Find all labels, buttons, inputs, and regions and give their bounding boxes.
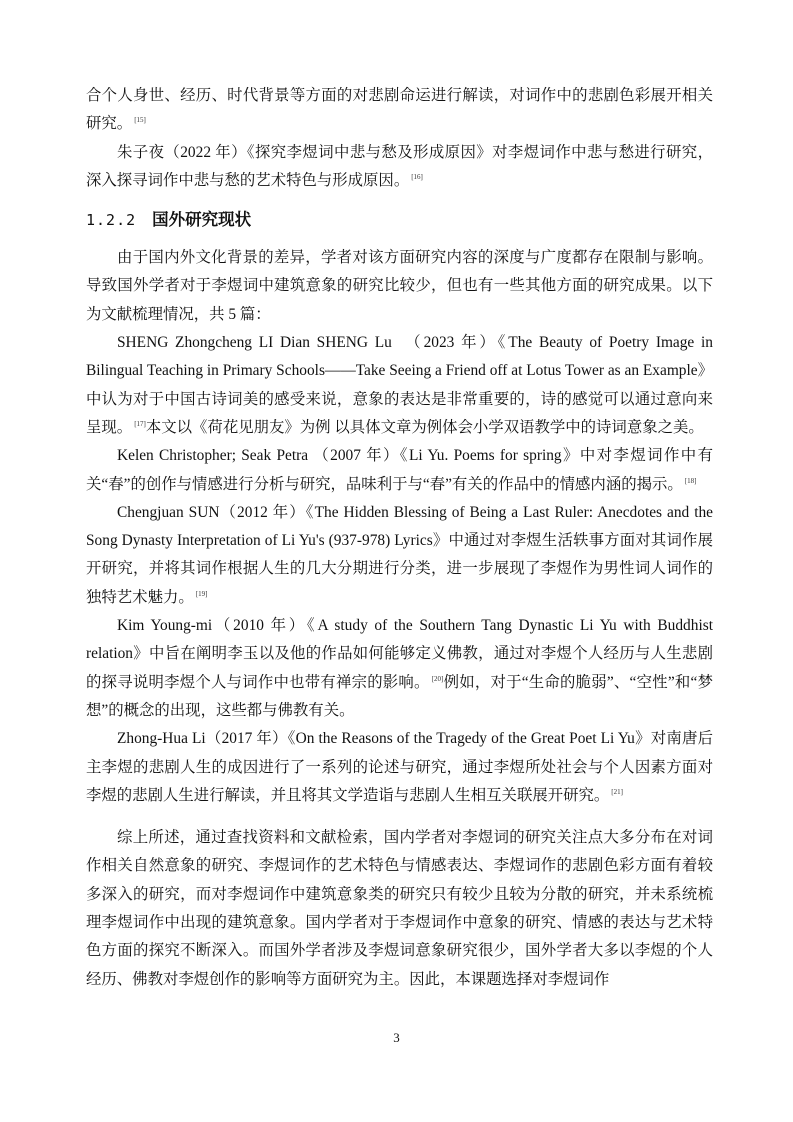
entry-zhong-hua [86, 725, 713, 810]
entry-text-after: 本文以《荷花见朋友》为例 以具体文章为例体会小学双语教学中的诗词意象之美。 [145, 418, 704, 436]
paragraph-gap [86, 810, 713, 824]
page-number: 3 [393, 1030, 400, 1045]
entry-kelen [86, 442, 713, 499]
entry-text: Kelen Christopher; Seak Petra （2007 年）《Li Yu. Poems for spring》中对李煜词作中有关“春”的创作与情感进行分析与研究，品味利于与“春”有关的作品中的情感内涵的揭示。 [86, 447, 713, 493]
section-title: 国外研究现状 [152, 210, 252, 230]
entry-text: Chengjuan SUN（2012 年）《The Hidden Blessing of Being a Last Ruler: Anecdotes and the Song Dynasty Interpretation of Li Yu's (937-978) Lyrics》中通过对李煜生活轶事方面对其词作展开研究，并将其词作根据人生的几大分期进行分类，进一步展现了李煜作为男性词人词作的独特艺术魅力。 [86, 503, 713, 606]
entry-text: SHENG Zhongcheng LI Dian SHENG Lu （2023 年）《The Beauty of Poetry Image in Bilingual Teaching in Primary Schools——Take Seeing a Friend off at Lotus Tower as an Example》中认为对于中国古诗词美的感受来说，意象的表达是非常重要的，诗的感觉可以通过意向来呈现。 [86, 334, 713, 436]
entry-sun [86, 499, 713, 612]
entry-kim [86, 612, 713, 725]
entry-sheng [86, 329, 713, 442]
paragraph-intro: 由于国内外文化背景的差异，学者对该方面研究内容的深度与广度都存在限制与影响。导致国外学者对于李煜词中建筑意象的研究比较少，但也有一些其他方面的研究成果。以下为文献梳理情况，共 5 篇： [86, 249, 713, 323]
paragraph-continued [86, 82, 713, 139]
entry-text: Kim Young-mi（2010 年）《A study of the Southern Tang Dynastic Li Yu with Buddhist relation》中旨在阐明李玉以及他的作品如何能够定义佛教，通过对李煜个人经历与人生悲剧的探寻说明李煜个人与词作中也带有禅宗的影响。 [86, 617, 713, 691]
entry-text: Zhong-Hua Li（2017 年）《On the Reasons of the Tragedy of the Great Poet Li Yu》对南唐后主李煜的悲剧人生的成因进行了一系列的论述与研究，通过李煜所处社会与个人因素方面对李煜的悲剧人生进行解读，并且将其文学造诣与悲剧人生相互关联展开研究。 [86, 730, 713, 804]
entry-text-after: 例如，对于“生命的脆弱”、“空性”和“梦想”的概念的出现，这些都与佛教有关。 [86, 673, 713, 719]
citation-ref: [15] [134, 116, 146, 125]
citation-ref: [19] [195, 589, 208, 598]
citation-ref: [21] [611, 787, 623, 796]
document-page [86, 82, 713, 994]
paragraph-text: 朱子夜（2022 年）《探究李煜词中悲与愁及形成原因》对李煜词作中悲与愁进行研究，深入探寻词作中悲与愁的艺术特色与形成原因。 [86, 143, 713, 189]
section-number: 1.2.2 [86, 211, 137, 230]
citation-ref: [18] [684, 476, 697, 485]
section-heading [86, 207, 713, 233]
paragraph-text: 合个人身世、经历、时代背景等方面的对悲剧命运进行解读，对词作中的悲剧色彩展开相关研究。 [86, 87, 713, 133]
paragraph-zhu-ziye [86, 139, 713, 196]
citation-ref: [20] [431, 674, 444, 683]
paragraph-summary: 综上所述，通过查找资料和文献检索，国内学者对李煜词的研究关注点大多分布在对词作相关自然意象的研究、李煜词作的艺术特色与情感表达、李煜词作的悲剧色彩方面有着较多深入的研究，而对李煜词作中建筑意象类的研究只有较少且较为分散的研究，并未系统梳理李煜词作中出现的建筑意象。国内学者对于李煜词作中意象的研究、情感的表达与艺术特色方面的探究不断深入。而国外学者涉及李煜词意象研究很少，国外学者大多以李煜的个人经历、佛教对李煜创作的影响等方面研究为主。因此，本课题选择对李煜词作 [86, 829, 713, 988]
citation-ref: [17] [134, 419, 146, 428]
citation-ref: [16] [411, 172, 423, 181]
